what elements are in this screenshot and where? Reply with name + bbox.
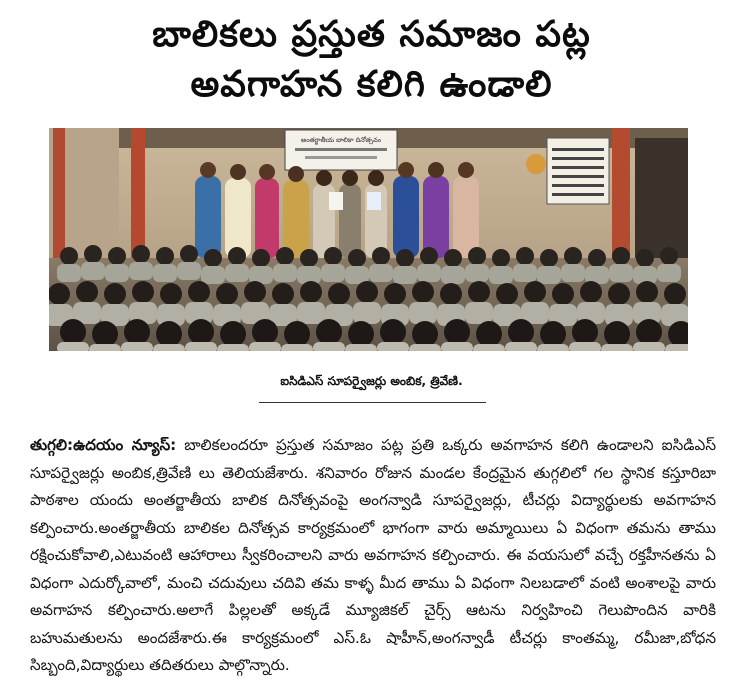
headline-line-1: బాలికలు ప్రస్తుత సమాజం పట్ల [152,14,591,55]
article-body [30,432,716,680]
news-photo [49,128,688,351]
article-dateline: తుగ్గలి:ఉదయం న్యూస్: [30,436,177,454]
photo-illustration [49,128,688,351]
caption-divider [259,402,486,403]
poster-cartoon [526,154,546,174]
pillar-left [53,128,65,268]
article-text: బాలికలందరూ ప్రస్తుత సమాజం పట్ల ప్రతి ఒక్కరు అవగాహన కలిగి ఉండాలని ఐసిడిఎస్ సూపర్వైజర్లు అంబిక,త్రివేణి లు తెలియజేశారు. శనివారం రోజున మండల కేంద్రమైన తుగ్గలిలో గల స్థానిక కస్తూరిబా పాఠశాల యందు అంతర్జాతీయ బాలిక దినోత్సవంపై అంగన్వాడి సూపర్వైజర్లు, టీచర్లు విద్యార్థులకు అవగాహన కల్పించారు.అంతర్జాతీయ బాలికల దినోత్సవ కార్యక్రమంలో భాగంగా వారు అమ్మాయిలు ఏ విధంగా తమను తాము రక్షించుకోవాలి,ఎటువంటి ఆహారాలు స్వీకరించాలని వారు అవగాహన కల్పించారు. ఈ వయసులో వచ్చే రక్తహీనతను ఏ విధంగా ఎదుర్కోవాలో, మంచి చదువులు చదివి తమ కాళ్ళ మీద తాము ఏ విధంగా నిలబడాలో వంటి అంశాలపై వారు అవగాహన కల్పించారు.అలాగే పిల్లలతో అక్కడే మ్యూజికల్ చైర్స్ ఆటను నిర్వహించి గెలుపొందిన వారికి బహుమతులను అందజేశారు.ఈ కార్యక్రమంలో ఎస్.ఓ షాహీన్,అంగన్వాడీ టీచర్లు కాంతమ్మ, రమీజా,బోధన సిబ్బంది,విద్యార్థులు తదితరులు పాల్గొన్నారు. [30,436,716,674]
banner-text: అంతర్జాతీయ బాలికా దినోత్సవం [301,136,381,144]
photo-caption: ఐసిడిఎస్ సూపర్వైజర్లు అంబిక, త్రివేణి. [280,374,463,388]
headline-line-2: అవగాహన కలిగి ఉండాలి [190,64,553,105]
